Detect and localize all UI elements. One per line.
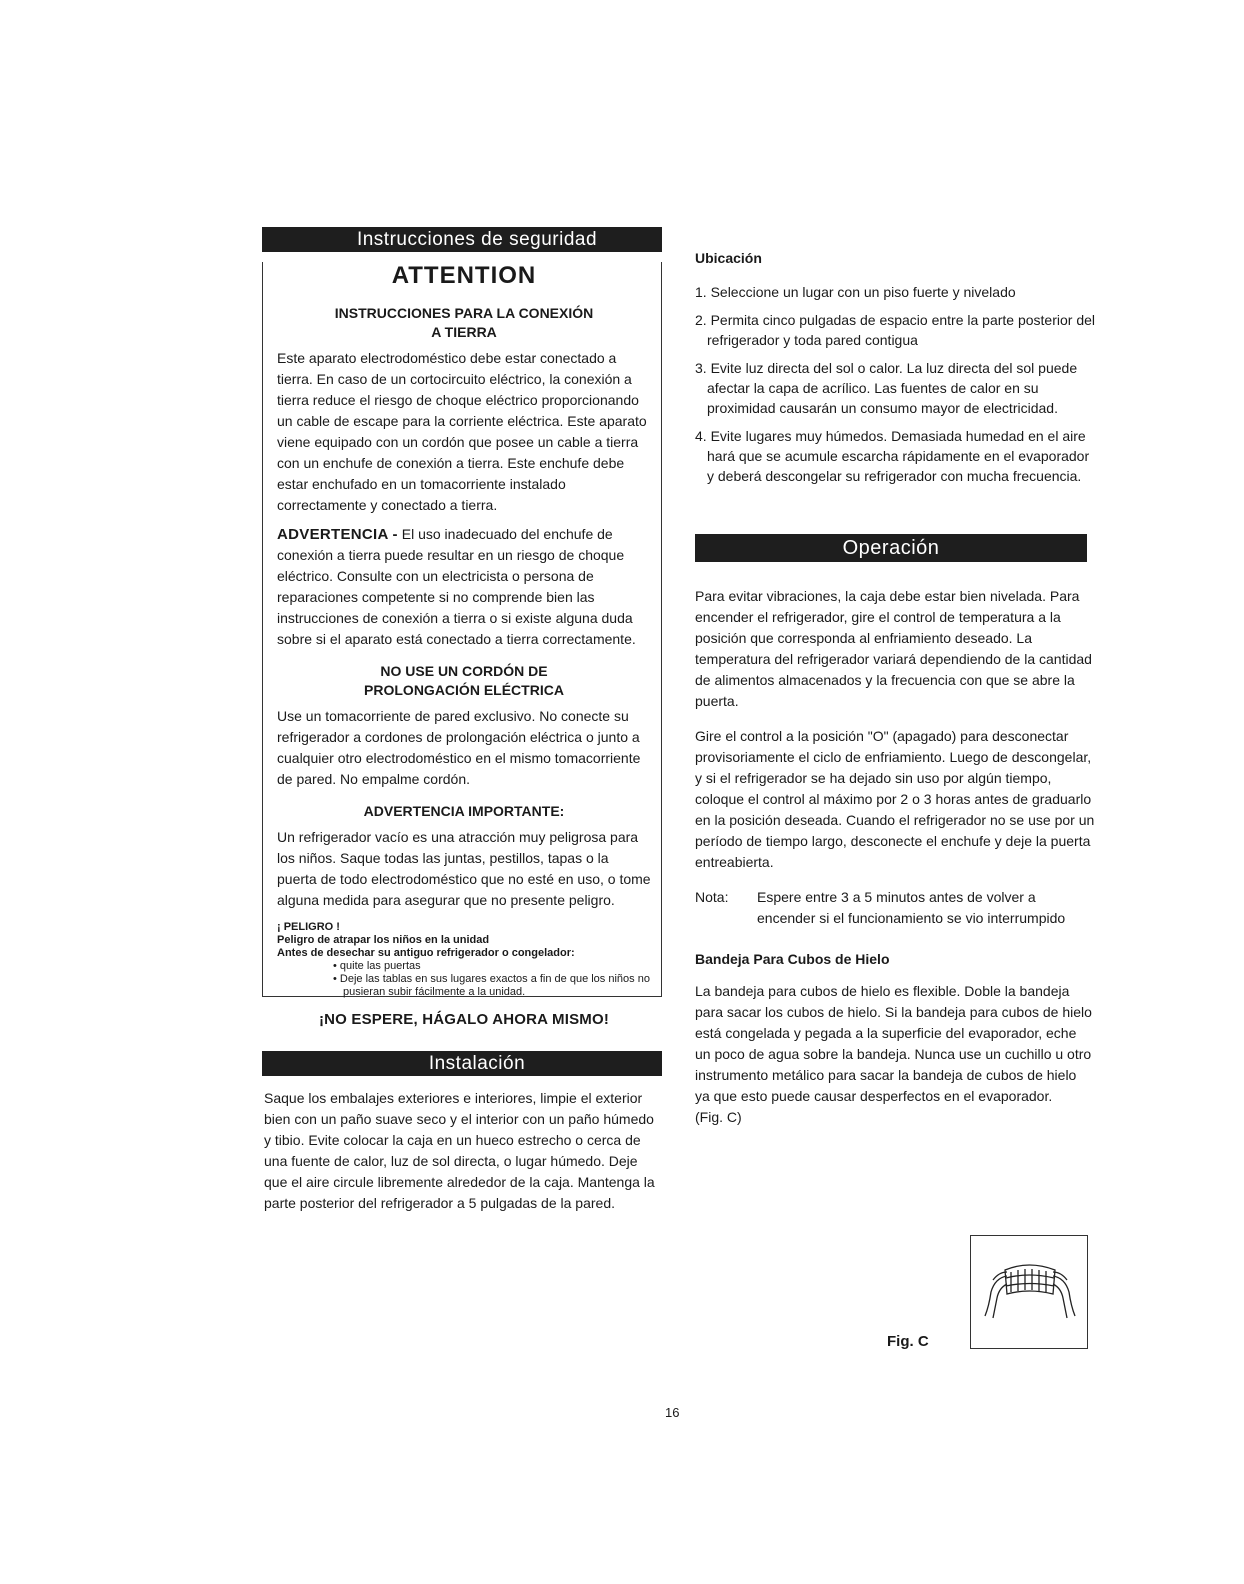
extension-heading-line2: PROLONGACIÓN ELÉCTRICA bbox=[364, 682, 564, 698]
safety-box bbox=[262, 262, 662, 1028]
location-heading: Ubicación bbox=[695, 250, 762, 266]
act-now-callout: ¡NO ESPERE, HÁGALO AHORA MISMO! bbox=[318, 1011, 610, 1028]
installation-text: Saque los embalajes exteriores e interiores, limpie el exterior bien con un paño suave seco y el interior con un paño húmedo y tibio. Evite colocar la caja en un hueco estrecho o cerca de una fuente de calor, luz de sol directa, o lugar húmedo. Deje que el aire circule libremente alrededor de la caja. Mantenga la parte posterior del refrigerador a 5 pulgadas de la pared. bbox=[264, 1090, 655, 1211]
location-step: 2. Permita cinco pulgadas de espacio entre la parte posterior del refrigerador y toda pared contigua bbox=[695, 312, 1096, 348]
note-text: Espere entre 3 a 5 minutos antes de volver a encender si el funcionamiento se vio interrumpido bbox=[757, 889, 1066, 926]
warning-text: El uso inadecuado del enchufe de conexión a tierra puede resultar en un riesgo de choque eléctrico. Consulte con un electricista o persona de reparaciones competente si no comprende bien las instrucciones de conexión a tierra o si existe alguna duda sobre si el aparato está conectado a tierra correctamente. bbox=[277, 526, 636, 647]
warning-label: ADVERTENCIA - bbox=[277, 526, 398, 543]
operation-paragraph-1: Para evitar vibraciones, la caja debe estar bien nivelada. Para encender el refrigerador, gire el control de temperatura a la posición que corresponda al enfriamiento deseado. La temperatura del refrigerador variará dependiendo de la cantidad de alimentos almacenados y la frecuencia con que se abre la puerta. bbox=[695, 588, 1092, 709]
left-column bbox=[262, 227, 662, 1214]
grounding-heading bbox=[277, 304, 651, 342]
location-step: 4. Evite lugares muy húmedos. Demasiada humedad en el aire hará que se acumule escarcha rápidamente en el evaporador y deberá descongelar su refrigerador con mucha frecuencia. bbox=[695, 428, 1090, 484]
operation-paragraph-2: Gire el control a la posición "O" (apagado) para desconectar provisoriamente el ciclo de enfriamiento. Luego de descongelar, y si el refrigerador se ha dejado sin uso por algún tiempo, coloque el control al máximo por 2 o 3 horas antes de graduarlo en la posición deseada. Cuando el refrigerador no se use por un período de tiempo largo, desconecte el enchufe y deje la puerta entreabierta. bbox=[695, 728, 1095, 870]
danger-list-item: • Deje las tablas en sus lugares exactos a fin de que los niños no pusieran subir fácilmente a la unidad. bbox=[333, 973, 651, 999]
extension-heading-line1: NO USE UN CORDÓN DE bbox=[380, 663, 548, 679]
danger-list-item: • quite las puertas bbox=[333, 960, 651, 973]
extension-cord-text: Use un tomacorriente de pared exclusivo. No conecte su refrigerador a cordones de prolongación eléctrica o junto a cualquier otro electrodoméstico en el mismo tomacorriente de pared. No empalme cordón. bbox=[277, 708, 641, 787]
ice-tray-text: La bandeja para cubos de hielo es flexible. Doble la bandeja para sacar los cubos de hielo. Si la bandeja para cubos de hielo está congelada y pegada a la superficie del evaporador, eche un poco de agua sobre la bandeja. Nunca use un cuchillo u otro instrumento metálico para sacar la bandeja de cubos de hielo ya que esto puede causar desperfectos en el evaporador. bbox=[695, 983, 1092, 1104]
grounding-heading-line1: INSTRUCCIONES PARA LA CONEXIÓN bbox=[334, 305, 594, 321]
right-column bbox=[695, 250, 1095, 1128]
danger-list bbox=[333, 960, 651, 999]
ice-tray-heading: Bandeja Para Cubos de Hielo bbox=[695, 951, 890, 967]
warning-paragraph bbox=[277, 524, 651, 650]
note bbox=[695, 887, 1095, 929]
grounding-heading-line2: A TIERRA bbox=[431, 324, 497, 340]
extension-cord-heading bbox=[277, 662, 651, 700]
grounding-text: Este aparato electrodoméstico debe estar conectado a tierra. En caso de un cortocircuito eléctrico, la conexión a tierra reduce el riesgo de choque eléctrico proporcionando un cable de escape para la corriente eléctrica. Este aparato viene equipado con un cordón que posee un cable a tierra con un enchufe de conexión a tierra. Este enchufe debe estar enchufado en un tomacorriente instalado correctamente y conectado a tierra. bbox=[277, 350, 647, 513]
important-warning-text: Un refrigerador vacío es una atracción muy peligrosa para los niños. Saque todas las juntas, pestillos, tapas o la puerta de todo electrodoméstico que no esté en uso, o tome alguna medida para asegurar que no presente peligro. bbox=[277, 829, 651, 908]
figure-c-illustration bbox=[970, 1235, 1088, 1349]
note-label: Nota: bbox=[695, 889, 729, 905]
page-number: 16 bbox=[665, 1405, 680, 1420]
attention-title: ATTENTION bbox=[391, 262, 537, 289]
operation-header: Operación bbox=[695, 534, 1087, 562]
ice-tray-hands-icon bbox=[971, 1236, 1087, 1348]
danger-line-1: Peligro de atrapar los niños en la unidad bbox=[277, 934, 490, 946]
figure-reference: (Fig. C) bbox=[695, 1109, 742, 1125]
figure-c-label: Fig. C bbox=[887, 1333, 929, 1350]
location-steps bbox=[695, 282, 1095, 486]
location-step: 3. Evite luz directa del sol o calor. La luz directa del sol puede afectar la capa de acrílico. Las fuentes de calor en su proximidad causarán un consumo mayor de electricidad. bbox=[695, 360, 1078, 416]
danger-line-2: Antes de desechar su antiguo refrigerador o congelador: bbox=[277, 947, 575, 959]
important-warning-heading: ADVERTENCIA IMPORTANTE: bbox=[363, 803, 565, 819]
location-step: 1. Seleccione un lugar con un piso fuerte y nivelado bbox=[695, 284, 1016, 300]
safety-instructions-header: Instrucciones de seguridad bbox=[262, 227, 662, 252]
danger-title: ¡ PELIGRO ! bbox=[277, 921, 340, 933]
installation-header: Instalación bbox=[262, 1051, 662, 1076]
